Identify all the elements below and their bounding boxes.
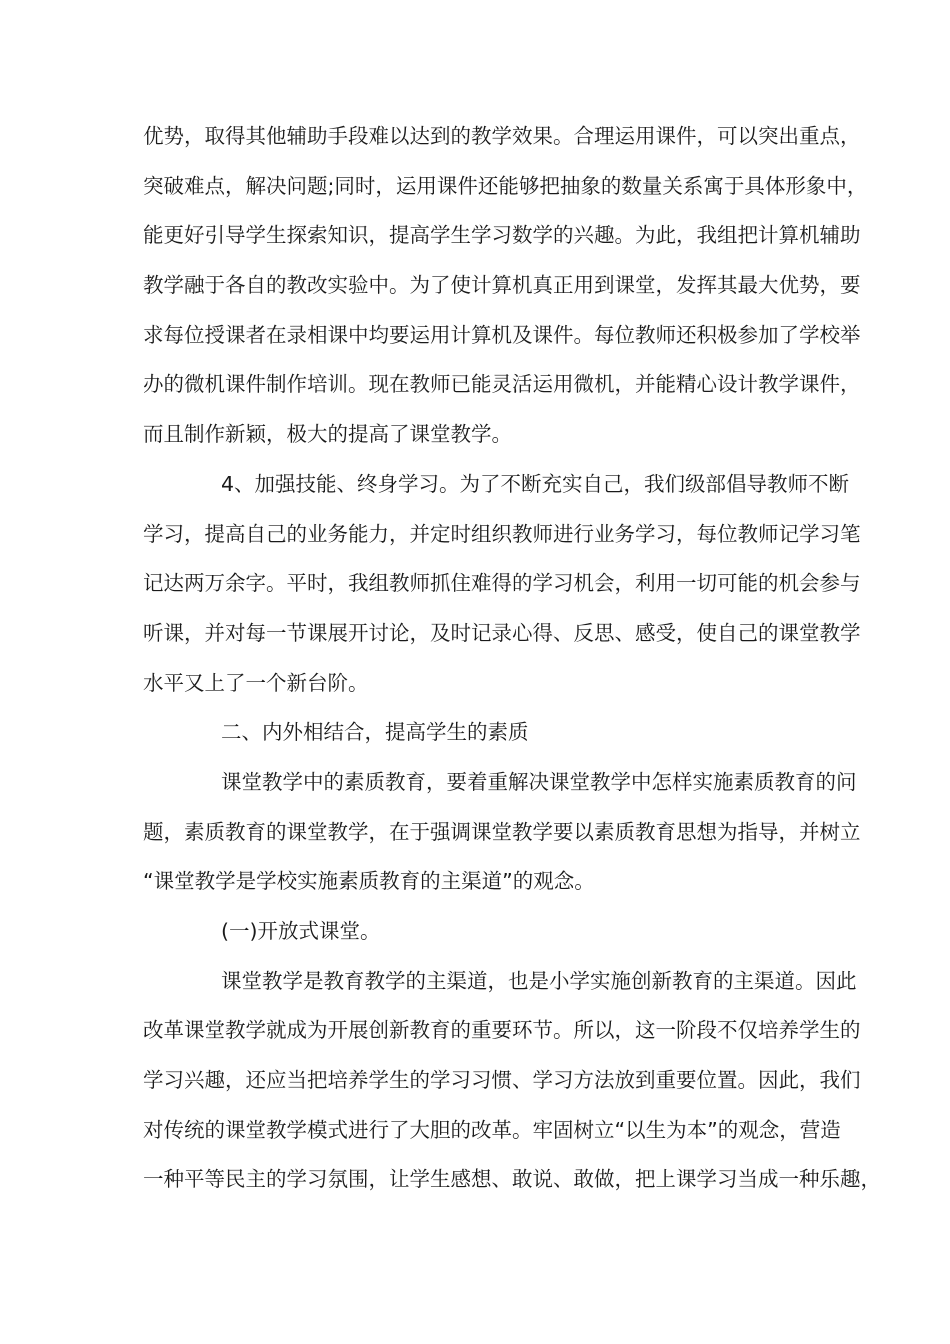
text-line: 办的微机课件制作培训。现在教师已能灵活运用微机，并能精心设计教学课件， [143, 372, 861, 397]
text-line: 求每位授课者在录相课中均要运用计算机及课件。每位教师还积极参加了学校举 [143, 322, 861, 347]
body-text [143, 112, 881, 1205]
text-line: 学习，提高自己的业务能力，并定时组织教师进行业务学习，每位教师记学习笔 [143, 521, 861, 546]
text-line: 一种平等民主的学习氛围，让学生感想、敢说、敢做，把上课学习当成一种乐趣， [143, 1167, 881, 1192]
paragraph-first-line: 课堂教学是教育教学的主渠道，也是小学实施创新教育的主渠道。因此 [221, 968, 857, 993]
text-line: 突破难点，解决问题;同时，运用课件还能够把抽象的数量关系寓于具体形象中， [143, 173, 868, 198]
text-line: 优势，取得其他辅助手段难以达到的教学效果。合理运用课件，可以突出重点， [143, 124, 861, 148]
paragraph-first-line: 4、加强技能、终身学习。为了不断充实自己，我们级部倡导教师不断 [221, 471, 850, 496]
section-heading: 二、内外相结合，提高学生的素质 [221, 720, 529, 745]
text-line: 学习兴趣，还应当把培养学生的学习习惯、学习方法放到重要位置。因此，我们 [143, 1068, 861, 1093]
text-line: 改革课堂教学就成为开展创新教育的重要环节。所以，这一阶段不仅培养学生的 [143, 1018, 861, 1043]
text-line: 而且制作新颖，极大的提高了课堂教学。 [143, 422, 512, 447]
text-line: 题，素质教育的课堂教学，在于强调课堂教学要以素质教育思想为指导，并树立 [143, 819, 861, 844]
text-line: 记达两万余字。平时，我组教师抓住难得的学习机会，利用一切可能的机会参与 [143, 571, 861, 596]
text-line: 听课，并对每一节课展开讨论，及时记录心得、反思、感受，使自己的课堂教学 [143, 620, 861, 645]
text-line: 水平又上了一个新台阶。 [143, 670, 369, 695]
text-line: 教学融于各自的教改实验中。为了使计算机真正用到课堂，发挥其最大优势，要 [143, 273, 861, 298]
paragraph-first-line: 课堂教学中的素质教育，要着重解决课堂教学中怎样实施素质教育的问 [221, 769, 857, 794]
subsection-heading: (一)开放式课堂。 [221, 919, 381, 943]
text-line: “课堂教学是学校实施素质教育的主渠道”的观念。 [143, 869, 595, 894]
text-line: 能更好引导学生探索知识，提高学生学习数学的兴趣。为此，我组把计算机辅助 [143, 223, 861, 248]
text-line: 对传统的课堂教学模式进行了大胆的改革。牢固树立“以生为本”的观念，营造 [143, 1117, 841, 1142]
